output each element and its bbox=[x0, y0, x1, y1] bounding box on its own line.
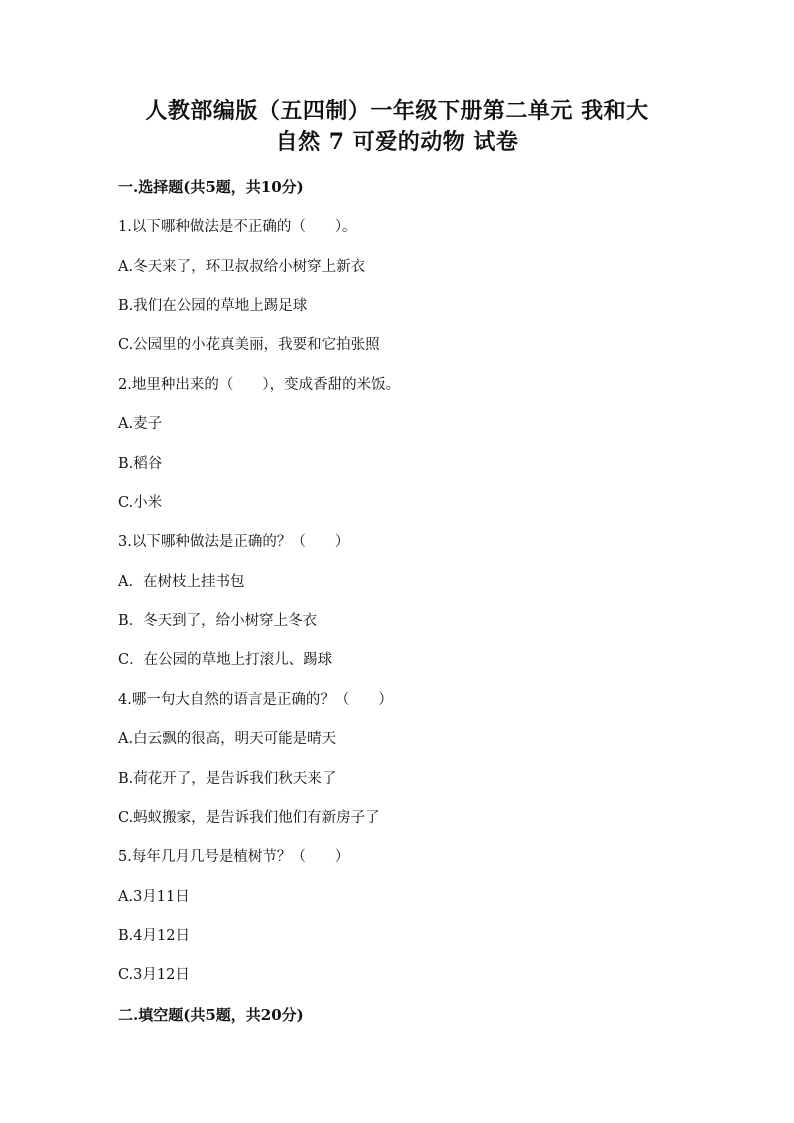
question-4-option-a: A.白云飘的很高，明天可能是晴天 bbox=[118, 731, 337, 747]
question-2-option-a: A.麦子 bbox=[118, 416, 163, 432]
title-line-2: 自然 7 可爱的动物 试卷 bbox=[275, 129, 519, 155]
question-2-option-b: B.稻谷 bbox=[118, 456, 163, 472]
question-5-option-a: A.3月11日 bbox=[118, 889, 190, 905]
question-3: 3.以下哪种做法是正确的？（ ） bbox=[118, 534, 350, 550]
question-4-option-b: B.荷花开了，是告诉我们秋天来了 bbox=[118, 771, 337, 787]
question-1-option-c: C.公园里的小花真美丽，我要和它拍张照 bbox=[118, 337, 380, 353]
question-3-option-a: A．在树枝上挂书包 bbox=[118, 574, 245, 590]
question-5-option-b: B.4月12日 bbox=[118, 928, 190, 944]
question-4-option-c: C.蚂蚁搬家，是告诉我们他们有新房子了 bbox=[118, 810, 380, 826]
question-5: 5.每年几月几号是植树节？（ ） bbox=[118, 849, 350, 865]
section-heading-fill-blank: 二.填空题(共5题，共20分) bbox=[118, 1006, 304, 1024]
question-5-option-c: C.3月12日 bbox=[118, 967, 190, 983]
question-2-option-c: C.小米 bbox=[118, 495, 163, 511]
document-title bbox=[60, 96, 734, 158]
question-3-option-b: B．冬天到了，给小树穿上冬衣 bbox=[118, 613, 318, 629]
question-4: 4.哪一句大自然的语言是正确的？（ ） bbox=[118, 692, 393, 708]
section-heading-choice: 一.选择题(共5题，共10分) bbox=[118, 178, 304, 196]
question-1: 1.以下哪种做法是不正确的（ ）。 bbox=[118, 219, 357, 235]
question-3-option-c: C．在公园的草地上打滚儿、踢球 bbox=[118, 652, 333, 668]
question-1-option-b: B.我们在公园的草地上踢足球 bbox=[118, 298, 308, 314]
question-1-option-a: A.冬天来了，环卫叔叔给小树穿上新衣 bbox=[118, 259, 366, 275]
title-line-1: 人教部编版（五四制）一年级下册第二单元 我和大 bbox=[145, 98, 649, 124]
question-2: 2.地里种出来的（ ），变成香甜的米饭。 bbox=[118, 377, 401, 393]
